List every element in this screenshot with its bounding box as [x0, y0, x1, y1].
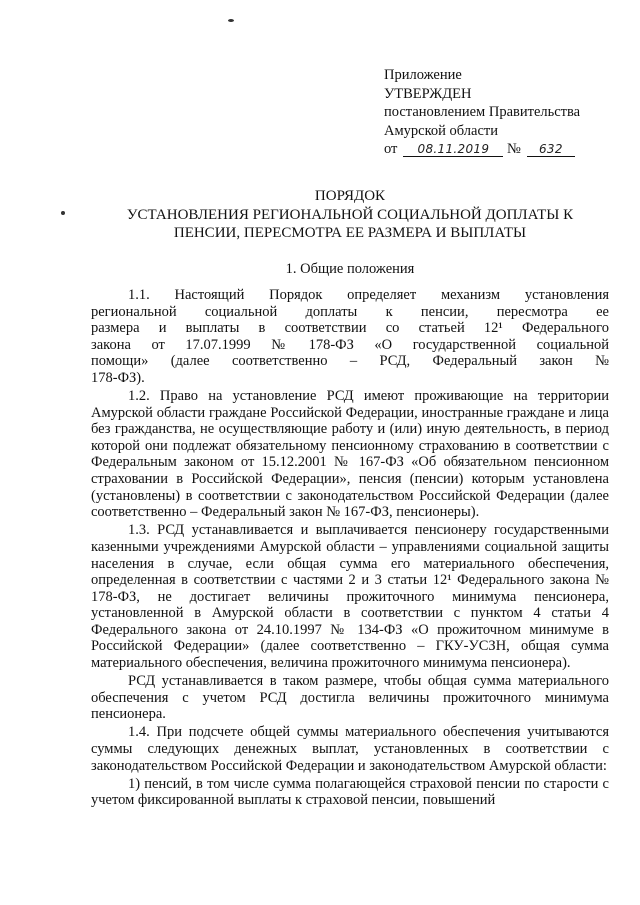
approval-region: Амурской области	[384, 122, 498, 139]
approval-date-line	[384, 140, 624, 159]
title-line-3: ПЕНСИИ, ПЕРЕСМОТРА ЕЕ РАЗМЕРА И ВЫПЛАТЫ	[173, 225, 527, 241]
document-body	[91, 287, 609, 810]
paragraph-1-4: 1.4. При подсчете общей суммы материального обеспечения учитываются суммы следующих денежных выплат, установленных в соответствии с законодательством Российской Федерации и законодательством Амурской области:	[91, 724, 609, 774]
handwritten-date: 08.11.2019	[403, 142, 503, 157]
title-line-1: ПОРЯДОК	[314, 188, 386, 204]
paragraph-rsd-size: РСД устанавливается в таком размере, чтобы общая сумма материального обеспечения с учетом РСД достигла величины прожиточного минимума пенсионера.	[91, 673, 609, 723]
approval-approved: УТВЕРЖДЕН	[384, 85, 472, 102]
list-item-1: 1) пенсий, в том числе сумма полагающейся страховой пенсии по старости с учетом фиксированной выплаты к страховой пенсии, повышений	[91, 775, 609, 809]
paragraph-1-2: 1.2. Право на установление РСД имеют проживающие на территории Амурской области граждане Российской Федерации, иностранные граждане и лица без гражданства, не осуществляющие работу и (или) иную деятельность, в период которой они подлежат обязательному пенсионному страхованию в соответствии с Федеральным законом от 15.12.2001 № 167-ФЗ «Об обязательном пенсионном страховании в Российской Федерации», пенсия (пенсии) которым установлена (установлены) в соответствии с законодательством Российской Федерации (далее соответственно – Федеральный закон № 167-ФЗ, пенсионеры).	[91, 388, 609, 521]
paragraph-1-3: 1.3. РСД устанавливается и выплачивается пенсионеру государственными казенными учреждениями Амурской области – управлениями социальной защиты населения в случае, если общая сумма его материального обеспечения, определенная в соответствии с частями 2 и 3 статьи 12¹ Федерального закона № 178-ФЗ, не достигает величины прожиточного минимума пенсионера, установленной в Амурской области в соответствии с пунктом 4 статьи 4 Федерального закона от 24.10.1997 № 134-ФЗ «О прожиточном минимуме в Российской Федерации» (далее соответственно – ГКУ-УСЗН, общая сумма материального обеспечения, величина прожиточного минимума пенсионера).	[91, 522, 609, 672]
title-line-2: УСТАНОВЛЕНИЯ РЕГИОНАЛЬНОЙ СОЦИАЛЬНОЙ ДОПЛАТЫ К	[126, 206, 574, 223]
scan-speck	[61, 211, 65, 215]
paragraph-1-1: 1.1. Настоящий Порядок определяет механизм установления региональной социальной доплаты к пенсии, пересмотра ее размера и выплаты в соответствии со статьей 12¹ Федерального закона от 17.07.1999 № 178-ФЗ «О государственной социальной помощи» (далее соответственно – РСД, Федеральный закон № 178-ФЗ).	[91, 287, 609, 386]
approval-resolution: постановлением Правительства	[384, 104, 581, 120]
date-prefix: от	[384, 141, 398, 157]
approval-appendix: Приложение	[384, 67, 462, 83]
section-heading: 1. Общие положения	[285, 261, 415, 277]
document-title	[90, 187, 610, 243]
handwritten-number: 632	[527, 142, 575, 157]
approval-block	[384, 66, 624, 159]
scan-speck	[228, 19, 234, 22]
number-sign: №	[507, 141, 521, 157]
